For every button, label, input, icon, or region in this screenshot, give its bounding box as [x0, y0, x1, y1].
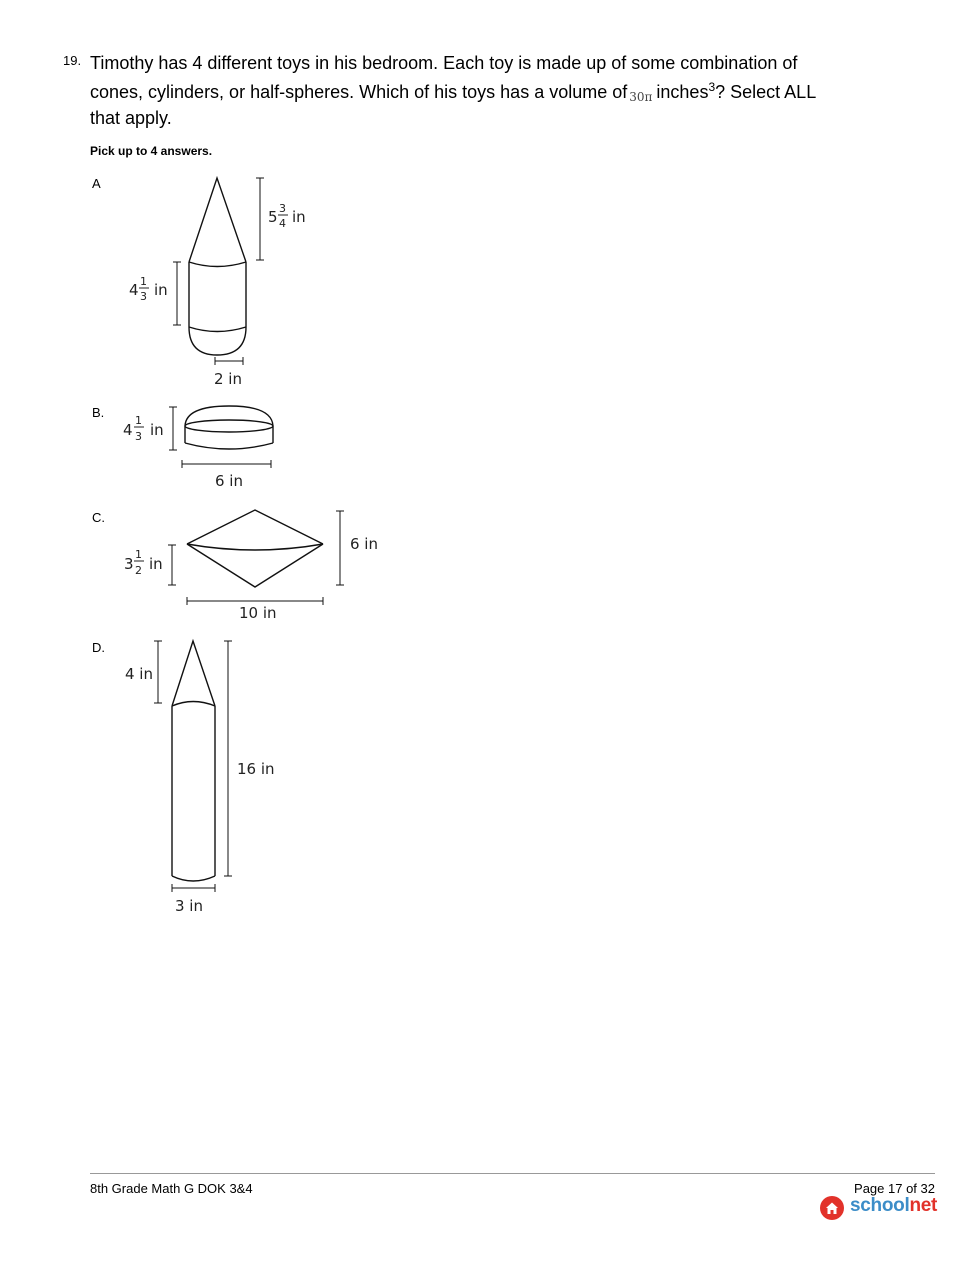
option-d-cylinder — [172, 706, 215, 876]
option-c-h-num: 1 — [135, 548, 142, 561]
answer-instruction: Pick up to 4 answers. — [90, 144, 213, 158]
question-number: 19. — [63, 53, 82, 68]
option-c-cone-height-dim — [168, 545, 176, 585]
house-icon — [820, 1196, 844, 1220]
option-a-figure[interactable] — [173, 178, 264, 365]
option-a-cone — [189, 178, 246, 262]
option-a-cylinder — [189, 262, 246, 327]
option-b-cylinder — [185, 426, 273, 443]
option-b-height-dim — [169, 407, 177, 450]
option-b-diameter: 6 in — [215, 472, 243, 490]
option-c-h-unit: in — [149, 555, 163, 573]
option-b-label[interactable]: B. — [92, 405, 105, 420]
volume-unit: inches — [656, 82, 709, 102]
footer-title: 8th Grade Math G DOK 3&4 — [90, 1181, 253, 1196]
option-a-cone-base — [189, 262, 246, 267]
schoolnet-logo — [820, 1195, 940, 1221]
logo-text — [850, 1195, 937, 1217]
option-c-h-den: 2 — [135, 564, 142, 577]
option-b-h-den: 3 — [135, 430, 142, 443]
option-c-label[interactable]: C. — [92, 510, 105, 525]
option-d-cone-dim — [154, 641, 162, 703]
option-d-cylinder-base — [172, 876, 215, 881]
logo-text-school: school — [850, 1195, 910, 1216]
option-c-total-height: 6 in — [350, 535, 378, 553]
option-b-diameter-dim — [182, 460, 271, 468]
option-c-top-cone — [187, 510, 323, 544]
option-b-h-whole: 4 — [123, 421, 133, 439]
option-a-cone-dim — [256, 178, 264, 260]
option-d-cone-base — [172, 702, 215, 707]
option-a-radius-dim — [215, 357, 243, 365]
option-c-diameter: 10 in — [239, 604, 277, 622]
option-b-hemisphere — [185, 406, 273, 426]
option-d-total-dim — [224, 641, 232, 876]
option-b-figure[interactable] — [169, 406, 273, 468]
footer-divider — [90, 1173, 935, 1174]
option-a-cyl-dim — [173, 262, 181, 325]
option-d-cone — [172, 641, 215, 706]
option-c-h-whole: 3 — [124, 555, 134, 573]
logo-text-net: net — [909, 1195, 938, 1216]
option-a-cone-den: 4 — [279, 217, 286, 230]
option-b-h-num: 1 — [135, 414, 142, 427]
option-c-base — [187, 544, 323, 550]
option-a-cone-num: 3 — [279, 202, 286, 215]
option-b-bottom — [185, 443, 273, 449]
option-b-h-unit: in — [150, 421, 164, 439]
question-text-before: Timothy has 4 different toys in his bedroom. Each toy is made up of some combination of cones, cylinders, or half-spheres. Which of his toys has a volume of — [90, 53, 798, 102]
option-a-cyl-den: 3 — [140, 290, 147, 303]
option-a-cyl-unit: in — [154, 281, 168, 299]
option-a-radius: 2 in — [214, 370, 242, 388]
page-number: Page 17 of 32 — [854, 1181, 935, 1196]
option-a-cylinder-base — [189, 327, 246, 332]
option-a-label[interactable]: A — [92, 176, 101, 191]
volume-exponent: 3 — [708, 80, 716, 94]
option-b-top-ellipse — [185, 420, 273, 432]
option-d-diameter-dim — [172, 884, 215, 892]
option-c-height-dim — [336, 511, 344, 585]
volume-expression: 30π — [629, 90, 653, 104]
option-d-cone-height: 4 in — [125, 665, 153, 683]
option-c-figure[interactable] — [168, 510, 344, 605]
option-d-diameter: 3 in — [175, 897, 203, 915]
option-d-label[interactable]: D. — [92, 640, 105, 655]
option-a-cyl-num: 1 — [140, 275, 147, 288]
option-a-cyl-whole: 4 — [129, 281, 139, 299]
option-d-figure[interactable] — [154, 641, 232, 892]
question-text-after: ? Select ALL that apply. — [90, 82, 816, 128]
option-a-cone-unit: in — [292, 208, 306, 226]
option-a-cone-whole: 5 — [268, 208, 278, 226]
option-d-total-height: 16 in — [237, 760, 275, 778]
